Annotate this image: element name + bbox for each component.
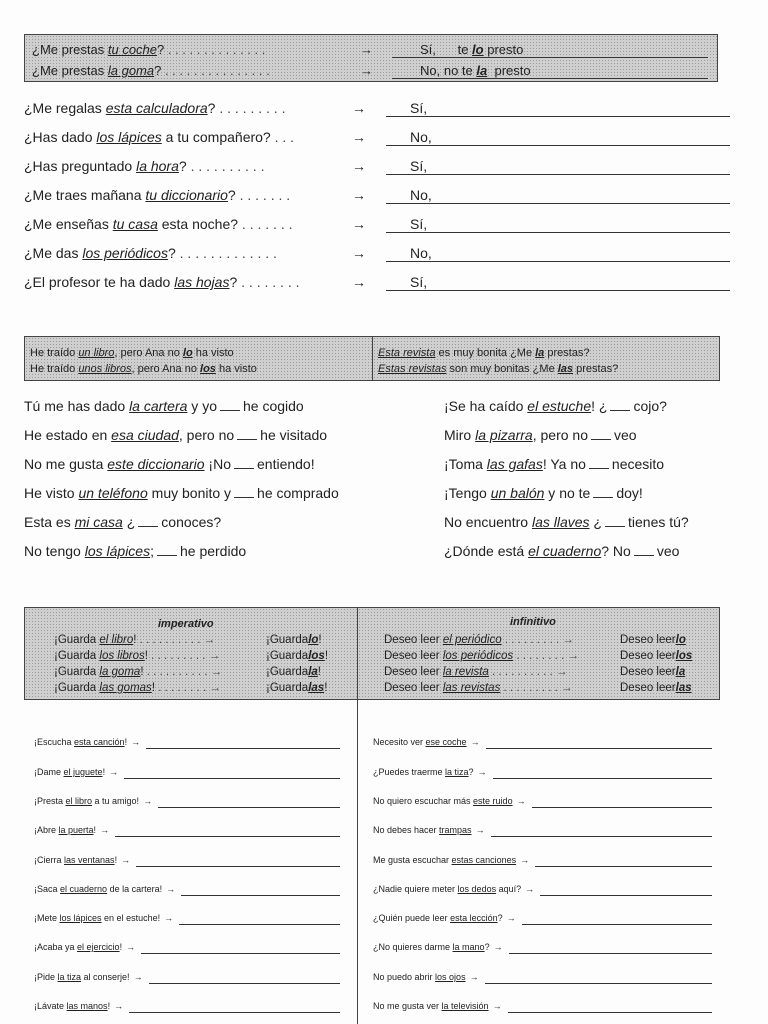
infinitivo-result: Deseo leerlas bbox=[620, 682, 692, 694]
arrow-icon: → bbox=[352, 158, 366, 174]
exercise-sentence: ¡Acaba ya el ejercicio! → bbox=[34, 942, 136, 952]
imperativo-result: ¡Guardala! bbox=[266, 666, 321, 678]
answer-line[interactable] bbox=[535, 866, 712, 867]
exercise-sentence: No puedo abrir los ojos → bbox=[373, 972, 479, 982]
blank-field[interactable] bbox=[610, 400, 630, 411]
example-question: ¿Me prestas la goma? . . . . . . . . . . . . . . . bbox=[32, 63, 270, 78]
infinitivo-title: infinitivo bbox=[510, 616, 556, 628]
arrow-icon: → bbox=[360, 42, 373, 57]
arrow-icon: → bbox=[352, 100, 366, 116]
imperativo-result: ¡Guardalos! bbox=[266, 650, 329, 662]
answer-line[interactable] bbox=[509, 953, 712, 954]
answer-line bbox=[386, 174, 730, 175]
fill-sentence: No encuentro las llaves ¿ tienes tú? bbox=[444, 514, 689, 530]
answer-line[interactable] bbox=[508, 1012, 712, 1013]
answer-line[interactable] bbox=[522, 924, 712, 925]
question-line: ¿Me traes mañana tu diccionario? . . . . . . . bbox=[24, 187, 291, 203]
example-answer: No, no te la presto bbox=[420, 63, 531, 78]
imperativo-result: ¡Guardalas! bbox=[266, 682, 328, 694]
exercise-sentence: Necesito ver ese coche → bbox=[373, 737, 480, 747]
answer-start: Sí, bbox=[410, 158, 428, 174]
answer-start: No, bbox=[410, 245, 432, 261]
exercise-sentence: ¡Mete los lápices en el estuche! → bbox=[34, 913, 174, 923]
answer-start: No, bbox=[410, 187, 432, 203]
answer-line[interactable] bbox=[149, 983, 340, 984]
answer-start: Sí, bbox=[410, 274, 428, 290]
answer-line[interactable] bbox=[136, 866, 340, 867]
blank-field[interactable] bbox=[234, 458, 254, 469]
exercise-sentence: ¡Saca el cuaderno de la cartera! → bbox=[34, 884, 176, 894]
answer-line[interactable] bbox=[115, 836, 340, 837]
example-right-1: Esta revista es muy bonita ¿Me la prestas? bbox=[378, 347, 590, 359]
answer-line bbox=[386, 116, 730, 117]
question-line: ¿Me enseñas tu casa esta noche? . . . . . . . bbox=[24, 216, 293, 232]
imperativo-example: ¡Guarda el libro! . . . . . . . . . . → bbox=[54, 634, 216, 646]
fill-sentence: He visto un teléfono muy bonito y he comprado bbox=[24, 485, 339, 501]
exercise-sentence: ¿Puedes traerme la tiza? → bbox=[373, 767, 487, 777]
answer-line[interactable] bbox=[179, 924, 340, 925]
arrow-icon: → bbox=[352, 245, 366, 261]
arrow-icon: → bbox=[360, 63, 373, 78]
infinitivo-result: Deseo leerlos bbox=[620, 650, 693, 662]
imperativo-result: ¡Guardalo! bbox=[266, 634, 322, 646]
answer-line[interactable] bbox=[485, 983, 712, 984]
exercise-sentence: No debes hacer trampas → bbox=[373, 825, 485, 835]
fill-sentence: He estado en esa ciudad, pero no he visitado bbox=[24, 427, 328, 443]
answer-start: Sí, bbox=[410, 216, 428, 232]
answer-line[interactable] bbox=[158, 807, 340, 808]
question-line: ¿Has preguntado la hora? . . . . . . . . . . bbox=[24, 158, 265, 174]
blank-field[interactable] bbox=[634, 545, 654, 556]
answer-line[interactable] bbox=[493, 778, 712, 779]
arrow-icon: → bbox=[352, 187, 366, 203]
exercise-sentence: ¿Nadie quiere meter los dedos aquí? → bbox=[373, 884, 535, 894]
example-left-2: He traído unos libros, pero Ana no los ha visto bbox=[30, 363, 257, 375]
arrow-icon: → bbox=[352, 129, 366, 145]
exercise-sentence: ¡Abre la puerta! → bbox=[34, 825, 110, 835]
imperativo-example: ¡Guarda las gomas! . . . . . . . . → bbox=[54, 682, 221, 694]
exercise-sentence: No me gusta ver la televisión → bbox=[373, 1001, 502, 1011]
answer-line[interactable] bbox=[181, 895, 340, 896]
arrow-icon: → bbox=[352, 274, 366, 290]
fill-sentence: Esta es mi casa ¿ conoces? bbox=[24, 514, 222, 530]
blank-field[interactable] bbox=[234, 487, 254, 498]
answer-line bbox=[386, 203, 730, 204]
question-line: ¿El profesor te ha dado las hojas? . . . . . . . . bbox=[24, 274, 300, 290]
exercise-sentence: No quiero escuchar más este ruido → bbox=[373, 796, 526, 806]
answer-start: No, bbox=[410, 129, 432, 145]
exercise-sentence: ¿No quieres darme la mano? → bbox=[373, 942, 503, 952]
answer-line[interactable] bbox=[146, 748, 340, 749]
infinitivo-result: Deseo leerla bbox=[620, 666, 686, 678]
blank-field[interactable] bbox=[591, 429, 611, 440]
example-left-1: He traído un libro, pero Ana no lo ha visto bbox=[30, 347, 234, 359]
answer-start: Sí, bbox=[410, 100, 428, 116]
answer-line bbox=[386, 290, 730, 291]
exercise-sentence: ¡Escucha esta canción! → bbox=[34, 737, 141, 747]
blank-field[interactable] bbox=[138, 516, 158, 527]
exercise-sentence: ¡Lávate las manos! → bbox=[34, 1001, 124, 1011]
question-line: ¿Me regalas esta calculadora? . . . . . . . . . bbox=[24, 100, 286, 116]
fill-sentence: ¡Toma las gafas! Ya no necesito bbox=[444, 456, 665, 472]
blank-field[interactable] bbox=[593, 487, 613, 498]
infinitivo-example: Deseo leer la revista . . . . . . . . . . → bbox=[384, 666, 568, 678]
fill-sentence: ¡Se ha caído el estuche! ¿ cojo? bbox=[444, 398, 667, 414]
fill-sentence: ¿Dónde está el cuaderno? No veo bbox=[444, 543, 680, 559]
answer-line[interactable] bbox=[540, 895, 712, 896]
blank-field[interactable] bbox=[589, 458, 609, 469]
arrow-icon: → bbox=[352, 216, 366, 232]
exercise-sentence: ¡Cierra las ventanas! → bbox=[34, 855, 131, 865]
answer-line[interactable] bbox=[141, 953, 340, 954]
answer-line[interactable] bbox=[124, 778, 340, 779]
blank-field[interactable] bbox=[220, 400, 240, 411]
exercise-sentence: ¡Pide la tiza al conserje! → bbox=[34, 972, 143, 982]
exercise-sentence: Me gusta escuchar estas canciones → bbox=[373, 855, 530, 865]
answer-line[interactable] bbox=[491, 836, 712, 837]
fill-sentence: Tú me has dado la cartera y yo he cogido bbox=[24, 398, 304, 414]
answer-line bbox=[386, 232, 730, 233]
infinitivo-example: Deseo leer las revistas . . . . . . . . . → bbox=[384, 682, 573, 694]
blank-field[interactable] bbox=[237, 429, 257, 440]
answer-line bbox=[386, 261, 730, 262]
imperativo-title: imperativo bbox=[158, 618, 214, 630]
exercise-sentence: ¿Quién puede leer esta lección? → bbox=[373, 913, 516, 923]
question-line: ¿Has dado los lápices a tu compañero? . . . bbox=[24, 129, 295, 145]
answer-line bbox=[386, 145, 730, 146]
blank-field[interactable] bbox=[605, 516, 625, 527]
infinitivo-example: Deseo leer el periódico . . . . . . . . . → bbox=[384, 634, 574, 646]
example-answer: Sí, te lo presto bbox=[420, 42, 524, 57]
fill-sentence: No tengo los lápices; he perdido bbox=[24, 543, 247, 559]
infinitivo-result: Deseo leerlo bbox=[620, 634, 686, 646]
fill-sentence: ¡Tengo un balón y no te doy! bbox=[444, 485, 643, 501]
answer-line[interactable] bbox=[129, 1012, 340, 1013]
answer-line[interactable] bbox=[532, 807, 712, 808]
question-line: ¿Me das los periódicos? . . . . . . . . . . . . . bbox=[24, 245, 277, 261]
infinitivo-example: Deseo leer los periódicos . . . . . . . . → bbox=[384, 650, 579, 662]
example-right-2: Estas revistas son muy bonitas ¿Me las prestas? bbox=[378, 363, 619, 375]
answer-line[interactable] bbox=[486, 748, 712, 749]
fill-sentence: No me gusta este diccionario ¡No entiendo! bbox=[24, 456, 315, 472]
fill-sentence: Miro la pizarra, pero no veo bbox=[444, 427, 637, 443]
imperativo-example: ¡Guarda los libros! . . . . . . . . . → bbox=[54, 650, 221, 662]
exercise-sentence: ¡Presta el libro a tu amigo! → bbox=[34, 796, 153, 806]
blank-field[interactable] bbox=[157, 545, 177, 556]
exercise-sentence: ¡Dame el juguete! → bbox=[34, 767, 119, 777]
imperativo-example: ¡Guarda la goma! . . . . . . . . . . → bbox=[54, 666, 223, 678]
example-question: ¿Me prestas tu coche? . . . . . . . . . . . . . . bbox=[32, 42, 266, 57]
